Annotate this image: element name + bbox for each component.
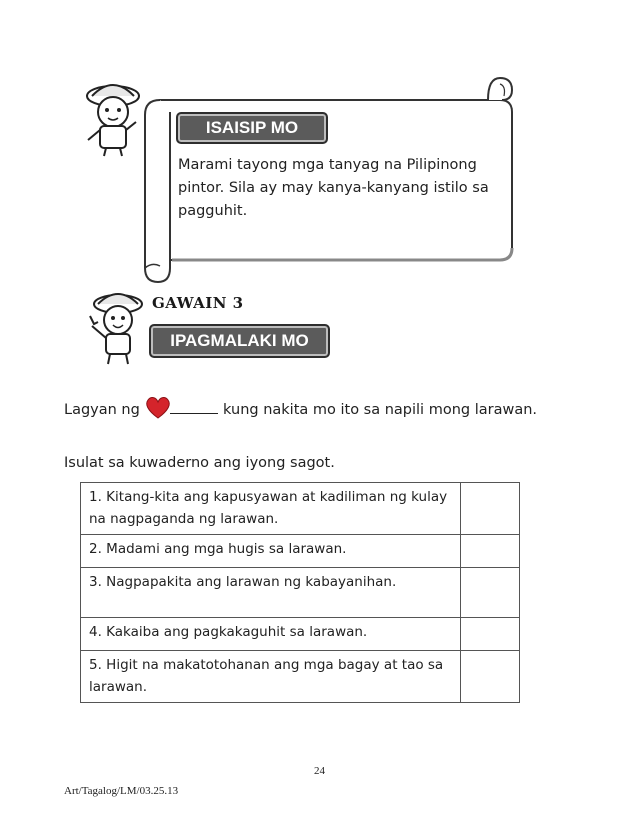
mascot-thinking-icon — [78, 78, 148, 158]
mascot-thumbs-up-icon — [80, 286, 150, 366]
instruction-before: Lagyan ng — [64, 402, 140, 418]
answer-cell — [461, 483, 520, 535]
table-row — [81, 651, 520, 703]
answer-cell — [461, 651, 520, 703]
answer-blank — [170, 400, 218, 414]
table-row — [81, 535, 520, 568]
instruction-text — [64, 397, 554, 423]
answer-cell — [461, 535, 520, 568]
ipagmalaki-label: IPAGMALAKI MO — [149, 324, 330, 358]
table-row — [81, 483, 520, 535]
question-cell: 1. Kitang-kita ang kapusyawan at kadiliman ng kulay na nagpaganda ng larawan. — [81, 483, 461, 535]
document-code: Art/Tagalog/LM/03.25.13 — [64, 785, 179, 797]
question-cell: 2. Madami ang mga hugis sa larawan. — [81, 535, 461, 568]
instruction-after: kung nakita mo ito sa napili mong larawan. — [223, 402, 537, 418]
question-cell: 5. Higit na makatotohanan ang mga bagay at tao sa larawan. — [81, 651, 461, 703]
subinstruction-text: Isulat sa kuwaderno ang iyong sagot. — [64, 455, 335, 471]
checklist-table — [80, 482, 520, 703]
isaisip-label: ISAISIP MO — [176, 112, 328, 144]
question-cell: 3. Nagpapakita ang larawan ng kabayanihan. — [81, 568, 461, 618]
activity-title: GAWAIN 3 — [152, 294, 244, 312]
question-cell: 4. Kakaiba ang pagkakaguhit sa larawan. — [81, 618, 461, 651]
table-row — [81, 568, 520, 618]
answer-cell — [461, 568, 520, 618]
answer-cell — [461, 618, 520, 651]
page-number: 24 — [314, 765, 325, 777]
table-row — [81, 618, 520, 651]
scroll-text: Marami tayong mga tanyag na Pilipinong pintor. Sila ay may kanya-kanyang istilo sa pagguhit. — [178, 157, 489, 219]
